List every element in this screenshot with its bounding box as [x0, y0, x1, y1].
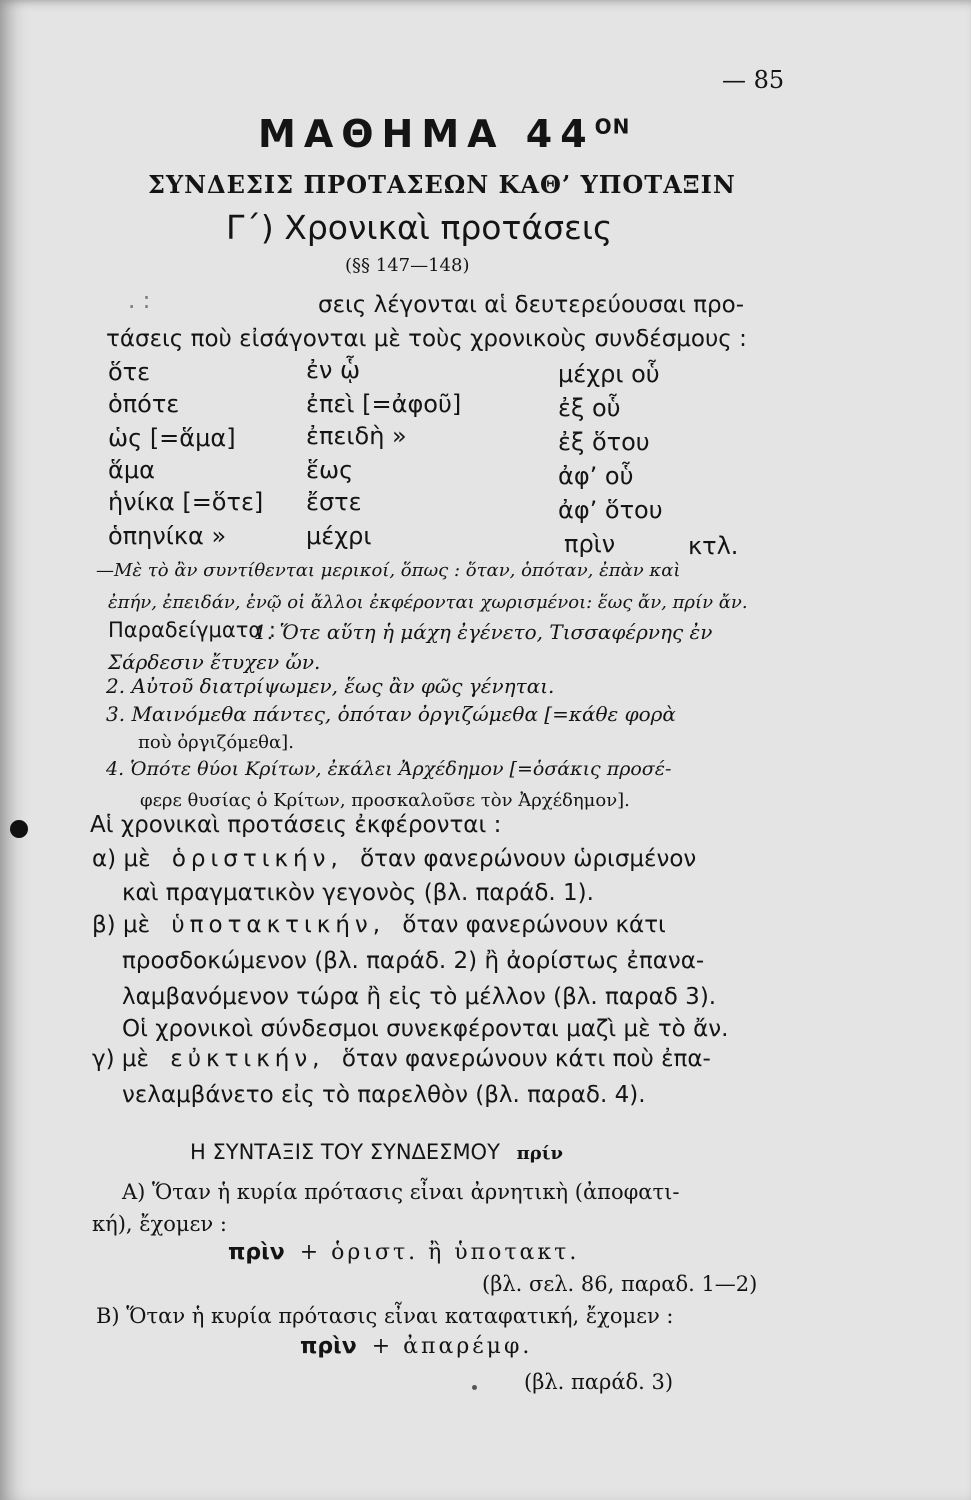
conj-col3-2: ἐξ ὅτου: [558, 428, 650, 456]
conj-col3-4: ἀφ’ ὅτου: [558, 496, 663, 524]
syntax-heading-word: πρίν: [516, 1143, 563, 1164]
conj-col1-2: ὡς [=ἅμα]: [108, 424, 236, 452]
syntax-a-formula-text: + ὁριστ. ἢ ὑποτακτ.: [299, 1240, 580, 1265]
rule-a-mood: ὁριστικήν,: [171, 846, 343, 872]
rule-b-line-3: λαμβανόμενον τώρα ἢ εἰς τὸ μέλλον (βλ. παραδ 3).: [122, 984, 717, 1010]
examples-label: Παραδείγματα :: [108, 618, 276, 642]
conj-col2-0: ἐν ᾧ: [306, 356, 361, 384]
conj-col3-0: μέχρι οὗ: [558, 360, 660, 388]
conj-col2-2: ἐπειδὴ »: [306, 422, 407, 450]
syntax-heading: [190, 1140, 563, 1164]
print-speck: [472, 1385, 477, 1390]
conj-col2-3: ἕως: [306, 456, 354, 484]
rule-b-prefix: β) μὲ: [92, 912, 151, 938]
rule-b-text: ὅταν φανερώνουν κάτι: [402, 912, 666, 938]
conj-col1-3: ἅμα: [108, 456, 155, 484]
rule-a-text: ὅταν φανερώνουν ὡρισμένον: [360, 846, 697, 872]
example-4b: φερε θυσίας ὁ Κρίτων, προσκαλοῦσε τὸν Ἀρχέδημον].: [140, 790, 630, 811]
rule-c-line-2: νελαμβάνετο εἰς τὸ παρελθὸν (βλ. παραδ. 4).: [122, 1082, 646, 1108]
rule-b-line-1: [92, 912, 666, 938]
conj-col1-4: ἡνίκα [=ὅτε]: [108, 488, 264, 516]
example-3a: 3. Μαινόμεθα πάντες, ὁπόταν ὀργιζώμεθα [=κάθε φορὰ: [106, 702, 676, 726]
subtitle: ΣΥΝΔΕΣΙΣ ΠΡΟΤΑΣΕΩΝ ΚΑΘ’ ΥΠΟΤΑΞΙΝ: [148, 170, 736, 199]
conj-col1-0: ὅτε: [108, 358, 151, 386]
example-1a: 1. Ὅτε αὕτη ἡ μάχη ἐγένετο, Τισσαφέρνης ἐν: [254, 620, 713, 644]
intro-line-1: σεις λέγονται αἱ δευτερεύουσαι προ-: [318, 292, 744, 318]
syntax-a-formula-word: πρὶν: [228, 1240, 285, 1265]
rule-b-line-4: Οἱ χρονικοὶ σύνδεσμοι συνεκφέρονται μαζὶ μὲ τὸ ἄν.: [122, 1016, 729, 1042]
syntax-heading-text: Η ΣΥΝΤΑΞΙΣ ΤΟΥ ΣΥΝΔΕΣΜΟΥ: [190, 1140, 500, 1164]
bullet-icon: [10, 820, 28, 838]
example-1b: Σάρδεσιν ἔτυχεν ὤν.: [108, 650, 321, 674]
page-number: — 85: [722, 66, 785, 94]
syntax-b-ref: (βλ. παράδ. 3): [524, 1370, 674, 1394]
conj-col3-1: ἐξ οὗ: [558, 394, 621, 422]
syntax-a-formula: [228, 1240, 579, 1265]
syntax-b-formula-word: πρὶν: [300, 1334, 357, 1359]
rule-a-prefix: α) μὲ: [92, 846, 151, 872]
syntax-b-line-1: Β) Ὅταν ἡ κυρία πρότασις εἶναι καταφατική, ἔχομεν :: [96, 1304, 674, 1328]
syntax-b-formula: [300, 1334, 532, 1359]
syntax-a-line-2: κή), ἔχομεν :: [92, 1212, 227, 1236]
lesson-title: [258, 112, 630, 156]
conj-etc: κτλ.: [688, 532, 739, 560]
rule-c-prefix: γ) μὲ: [92, 1046, 149, 1072]
conj-col2-1: ἐπεὶ [=ἀφοῦ]: [306, 390, 462, 418]
conj-col1-1: ὁπότε: [108, 390, 180, 418]
conj-col2-4: ἔστε: [306, 488, 362, 516]
intro-lead-marks: . :: [128, 288, 151, 314]
example-3b: ποὺ ὀργιζόμεθα].: [138, 732, 294, 753]
example-4a: 4. Ὁπότε θύοι Κρίτων, ἐκάλει Ἀρχέδημον [=ὁσάκις προσέ-: [106, 758, 672, 780]
rule-a-line-1: [92, 846, 696, 872]
lesson-title-text: ΜΑΘΗΜΑ 44: [258, 112, 595, 156]
syntax-b-formula-text: + ἀπαρέμφ.: [371, 1334, 533, 1359]
section-reference: (§§ 147—148): [345, 255, 470, 276]
conj-col1-5: ὁπηνίκα »: [108, 522, 227, 550]
intro-line-2: τάσεις ποὺ εἰσάγονται μὲ τοὺς χρονικοὺς συνδέσμους :: [106, 326, 747, 352]
note-line-2: ἐπήν, ἐπειδάν, ἐνῷ οἱ ἄλλοι ἐκφέρονται χωρισμένοι: ἕως ἄν, πρίν ἄν.: [108, 592, 748, 613]
rule-b-mood: ὑποτακτικήν,: [171, 912, 386, 938]
conj-col2-5: μέχρι: [306, 522, 372, 550]
example-2: 2. Αὐτοῦ διατρίψωμεν, ἕως ἂν φῶς γένηται.: [106, 674, 555, 698]
rule-a-line-2: καὶ πραγματικὸν γεγονὸς (βλ. παράδ. 1).: [122, 880, 594, 906]
syntax-a-line-1: Α) Ὅταν ἡ κυρία πρότασις εἶναι ἀρνητικὴ (ἀποφατι-: [122, 1180, 680, 1204]
lesson-title-suffix: ΟΝ: [594, 114, 631, 139]
section-heading: Γ΄) Χρονικαὶ προτάσεις: [226, 208, 613, 247]
syntax-a-ref: (βλ. σελ. 86, παραδ. 1—2): [482, 1272, 758, 1296]
rule-c-mood: εὐκτικήν,: [170, 1046, 325, 1072]
rule-b-line-2: προσδοκώμενον (βλ. παράδ. 2) ἢ ἀορίστως ἐπανα-: [122, 948, 705, 974]
note-line-1: —Μὲ τὸ ἂν συντίθενται μερικοί, ὅπως : ὅταν, ὁπόταν, ἐπὰν καὶ: [96, 560, 681, 581]
rule-c-line-1: [92, 1046, 711, 1072]
rule-c-text: ὅταν φανερώνουν κάτι ποὺ ἐπα-: [341, 1046, 711, 1072]
conj-col3-3: ἀφ’ οὗ: [558, 462, 634, 490]
rules-lead: Αἱ χρονικαὶ προτάσεις ἐκφέρονται :: [90, 812, 502, 838]
conj-col3-5: πρὶν: [564, 530, 616, 558]
